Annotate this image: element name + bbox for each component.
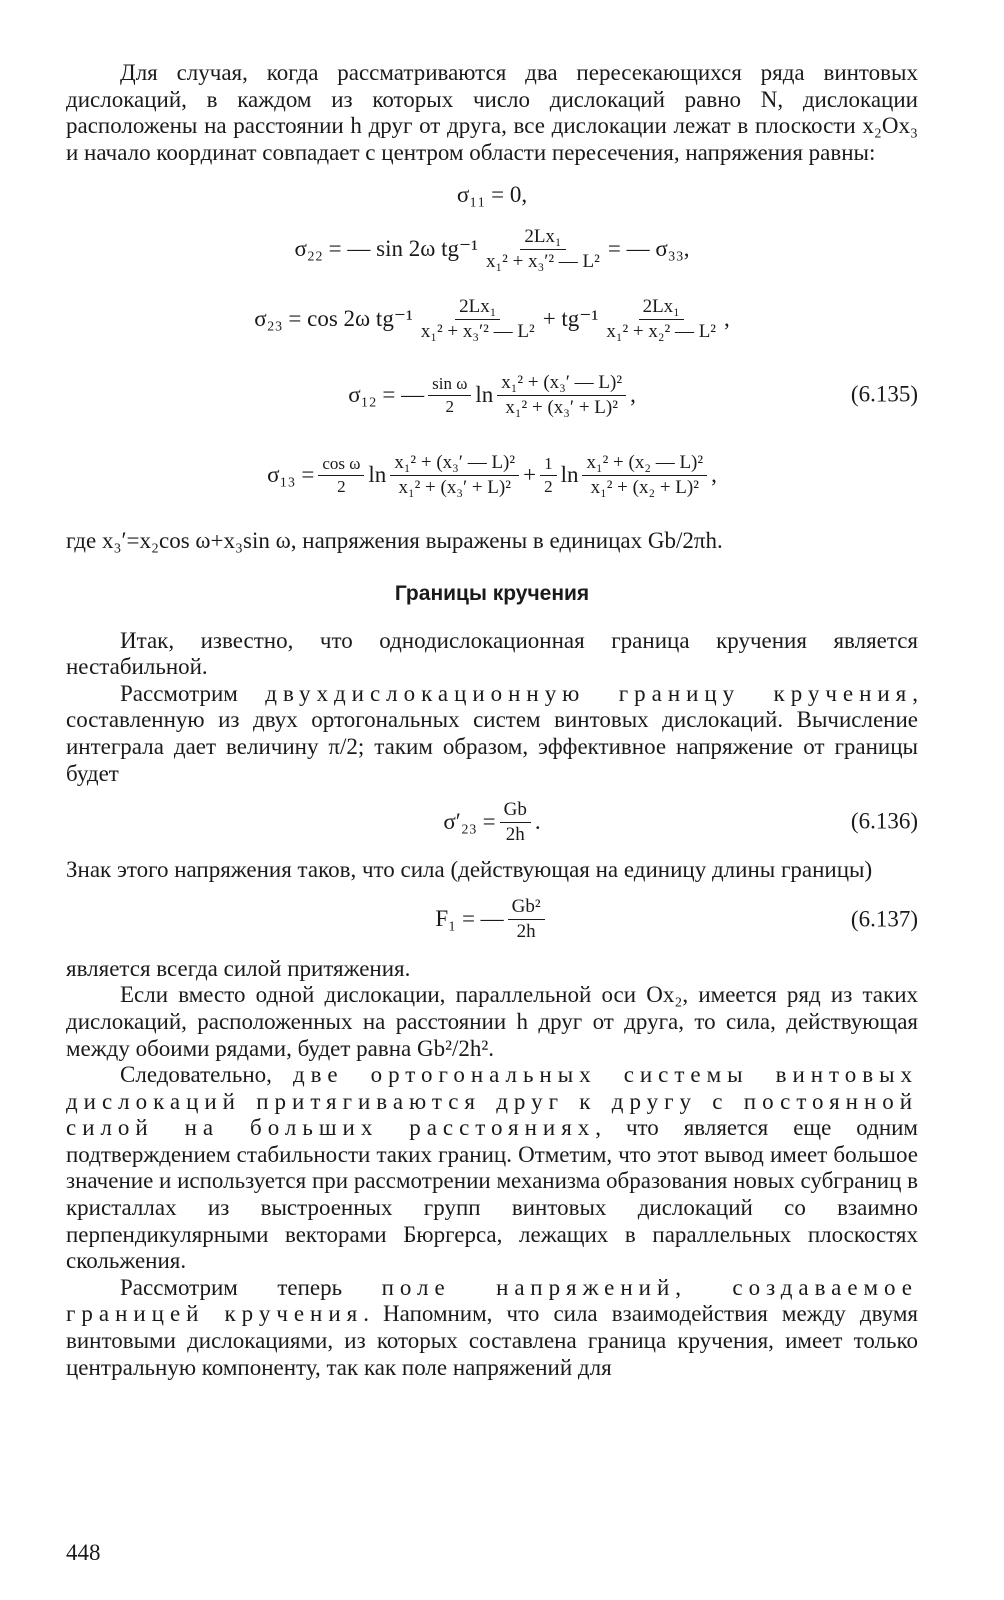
paragraph: Знак этого напряжения таков, что сила (действующая на единицу длины границы) [66, 857, 873, 883]
spaced-emphasis: две ортогональных системы винтовых дислокаций притягиваются друг к другу с постоянной силой на больших расстояниях [66, 1062, 918, 1141]
paragraph: Следовательно, две ортогональных системы винтовых дислокаций притягиваются друг к другу с постоянной силой на больших расстояниях, что является еще одним подтверждением стабильности таких границ. Отметим, что этот вывод имеет большое значение и используется при рассмотрении механизма образования новых субграниц в кристаллах из выстроенных групп винтовых дислокаций со взаимно перпендикулярными векторами Бюргерса, лежащих в параллельных плоскостях скольжения. [66, 1062, 918, 1274]
paragraph: Рассмотрим двухдислокационную границу кручения, составленную из двух ортогональных систем винтовых дислокаций. Вычисление интеграла дает величину π/2; таким образом, эффективное напряжение от границы будет [66, 680, 918, 786]
section-heading: Границы кручения [394, 581, 590, 605]
equation-number: (6.136) [850, 808, 918, 834]
fraction: $\frac{\text{Gb²}}{2h}$ [508, 896, 545, 943]
paragraph: Итак, известно, что однодислокационная граница кручения является нестабильной. [66, 627, 918, 680]
eq-sigma23: σ₂₃ = cos 2ω tg⁻¹ $\frac{\text{2Lx₁}}{\text{x₁² + x₃′² — L²}}$ + tg⁻¹ $\frac{\text{2Lx₁}}{\text{x₁² + x₂² — L²}}$ , [254, 295, 730, 342]
intro-paragraph: Для случая, когда рассматриваются два пересекающихся ряда винтовых дислокаций, в каждом из которых число дислокаций равно N, дислокации расположены на расстоянии h друг от друга, все дислокации лежат в плоскости x₂Ox₃ и начало координат совпадает с центром области пересечения, напряжения равны: [66, 60, 918, 165]
page-number: 448 [66, 1540, 101, 1565]
fraction: $\frac{\text{2Lx₁}}{\text{x₁² + x₃′² — L²}}$ [420, 295, 535, 342]
equation-6-137: F₁ = — $\frac{\text{Gb²}}{2h}$ (6.137) [435, 896, 918, 943]
eq-sigma12: σ₁₂ = — $\frac{\text{sin ω}}{2}$ ln $\frac{\text{x₁² + (x₃′ — L)²}}{\text{x₁² + (x₃′ + L)²}}$ , (6.135) [348, 371, 918, 418]
spaced-emphasis: двухдислокационную границу кручения [265, 680, 913, 706]
paragraph: Рассмотрим теперь поле напряжений, создаваемое границей кручения. Напомним, что сила взаимодействия между двумя винтовыми дислокациями, из которых составлена граница кручения, имеет только центральную компоненту, так как поле напряжений для [66, 1274, 918, 1380]
fraction: $\frac{\text{sin ω}}{2}$ [428, 374, 471, 417]
paragraph: является всегда силой притяжения. [66, 955, 411, 981]
fraction: $\frac{\text{x₁² + (x₃′ — L)²}}{\text{x₁² + (x₃′ + L)²}}$ [390, 452, 519, 499]
fraction: $\frac{Gb}{2h}$ [500, 799, 531, 846]
page-body [66, 60, 918, 1381]
fraction: $\frac{\text{x₁² + (x₂ — L)²}}{\text{x₁² + (x₂ + L)²}}$ [582, 452, 707, 499]
equation-number: (6.135) [850, 382, 918, 408]
equation-6-135 [66, 174, 918, 516]
fraction: $\frac{1}{2}$ [540, 454, 557, 497]
where-line: где x₃′=x₂cos ω+x₃sin ω, напряжения выражены в единицах Gb/2πh. [66, 528, 723, 554]
eq-sigma22: σ₂₂ = — sin 2ω tg⁻¹ $\frac{\text{2Lx₁}}{\text{x₁² + x₃′² — L²}}$ = — σ₃₃, [294, 225, 690, 272]
fraction: $\frac{\text{2Lx₁}}{\text{x₁² + x₂² — L²}}$ [606, 295, 717, 342]
fraction: $\frac{\text{2Lx₁}}{\text{x₁² + x₃′² — L²}}$ [486, 225, 600, 272]
eq-sigma11: σ₁₁ = 0, [456, 182, 528, 208]
fraction: $\frac{\text{x₁² + (x₃′ — L)²}}{\text{x₁² + (x₃′ + L)²}}$ [497, 372, 626, 419]
equation-6-136: σ′₂₃ = $\frac{Gb}{2h}$ . (6.136) [443, 798, 918, 845]
fraction: $\frac{\text{cos ω}}{2}$ [318, 454, 364, 497]
paragraph: Если вместо одной дислокации, параллельной оси Ox₂, имеется ряд из таких дислокаций, расположенных на расстоянии h друг от друга, то сила, действующая между обоими рядами, будет равна Gb²/2h². [66, 982, 918, 1061]
spaced-emphasis: поле напряжений, создаваемое границей кручения [66, 1274, 918, 1327]
equation-number: (6.137) [850, 906, 918, 932]
eq-sigma13: σ₁₃ = $\frac{\text{cos ω}}{2}$ ln $\frac{\text{x₁² + (x₃′ — L)²}}{\text{x₁² + (x₃′ + L)²}}$ + $\frac{1}{2}$ ln $\frac{\text{x₁² + (x₂ — L)²}}{\text{x₁² + (x₂ + L)²}}$ , [267, 451, 717, 498]
